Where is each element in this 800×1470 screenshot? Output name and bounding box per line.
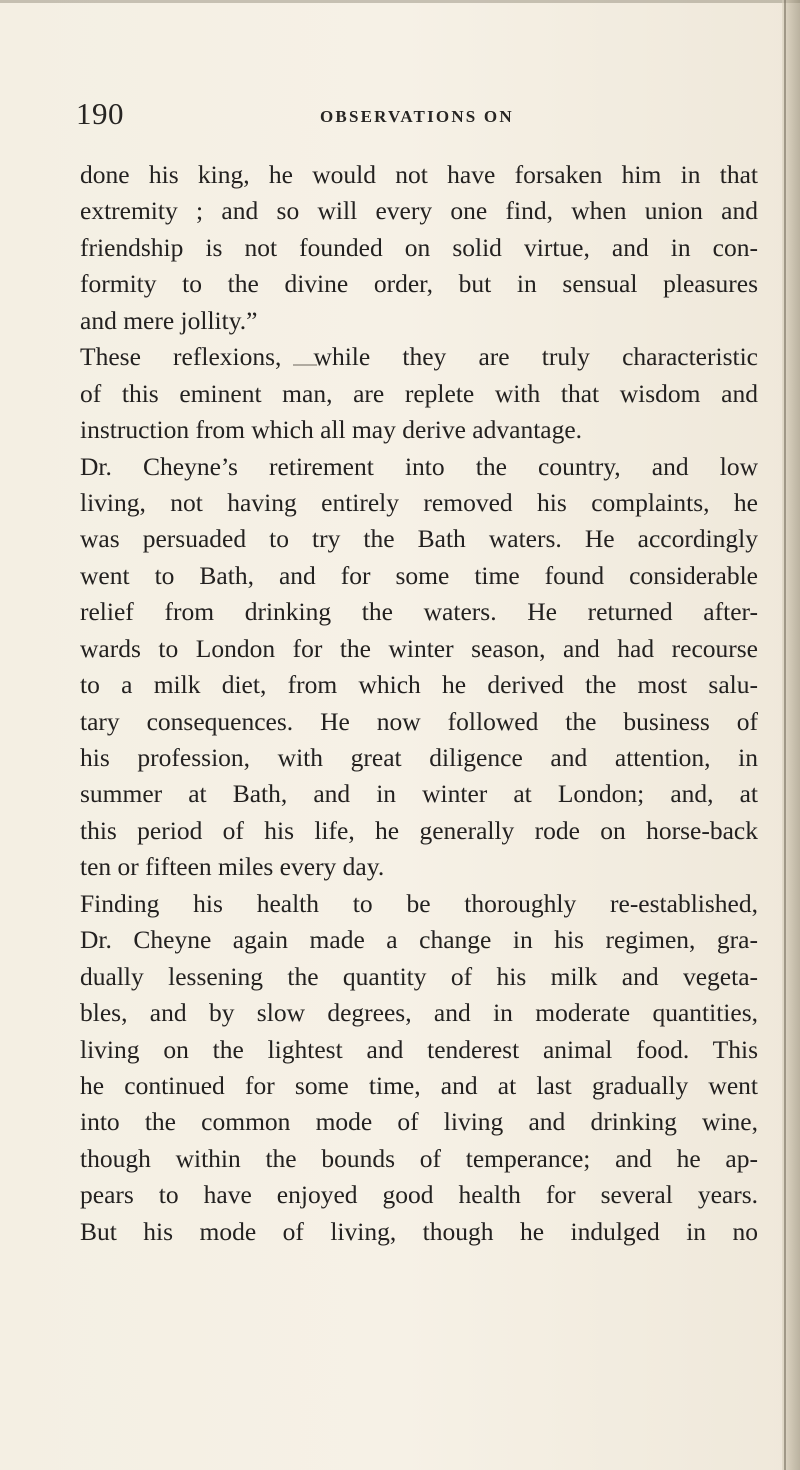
text-line: ten or fifteen miles every day. [80,852,385,882]
text-line: friendship is not founded on solid virtue, and in con- [80,232,758,262]
page-number: 190 [76,96,124,131]
text-line: dually lessening the quantity of his milk and vegeta- [80,961,758,991]
text-line: wards to London for the winter season, and had recourse [80,633,758,663]
body-text [80,157,758,1250]
text-line: though within the bounds of temperance; and he ap- [80,1143,758,1173]
text-line: he continued for some time, and at last gradually went [80,1070,758,1100]
text-line: formity to the divine order, but in sensual pleasures [80,269,758,299]
text-line: relief from drinking the waters. He returned after- [80,597,758,627]
text-line: instruction from which all may derive advantage. [80,415,583,445]
text-line: summer at Bath, and in winter at London; and, at [80,779,758,809]
text-line: and mere jollity.” [80,305,258,335]
text-line: Finding his health to be thoroughly re-established, [80,888,758,918]
text-line: living, not having entirely removed his complaints, he [80,487,758,517]
text-line: extremity ; and so will every one find, when union and [80,196,758,226]
running-head: OBSERVATIONS ON [320,107,514,126]
text-line: his profession, with great diligence and attention, in [80,743,758,772]
text-line: These reflexions, while they are truly characteristic [80,342,758,372]
text-line: pears to have enjoyed good health for several years. [80,1180,758,1210]
top-scan-edge [0,0,800,3]
text-line: living on the lightest and tenderest animal food. This [80,1034,758,1064]
text-line: done his king, he would not have forsaken him in that [80,160,758,189]
text-line: this period of his life, he generally rode on horse-back [80,815,758,845]
text-line: Dr. Cheyne again made a change in his regimen, gra- [80,925,758,955]
text-line: was persuaded to try the Bath waters. He accordingly [80,524,758,554]
text-line: to a milk diet, from which he derived the most salu- [80,670,758,700]
text-line: But his mode of living, though he indulged in no [80,1216,758,1246]
page-edge-line [784,0,786,1470]
text-line: Dr. Cheyne’s retirement into the country, and low [80,451,758,481]
page-header [0,96,800,136]
text-line: tary consequences. He now followed the business of [80,706,758,736]
text-line: bles, and by slow degrees, and in moderate quantities, [80,998,758,1028]
text-line: into the common mode of living and drinking wine, [80,1107,758,1137]
text-line: went to Bath, and for some time found considerable [80,560,758,590]
text-line: of this eminent man, are replete with that wisdom and [80,378,758,408]
